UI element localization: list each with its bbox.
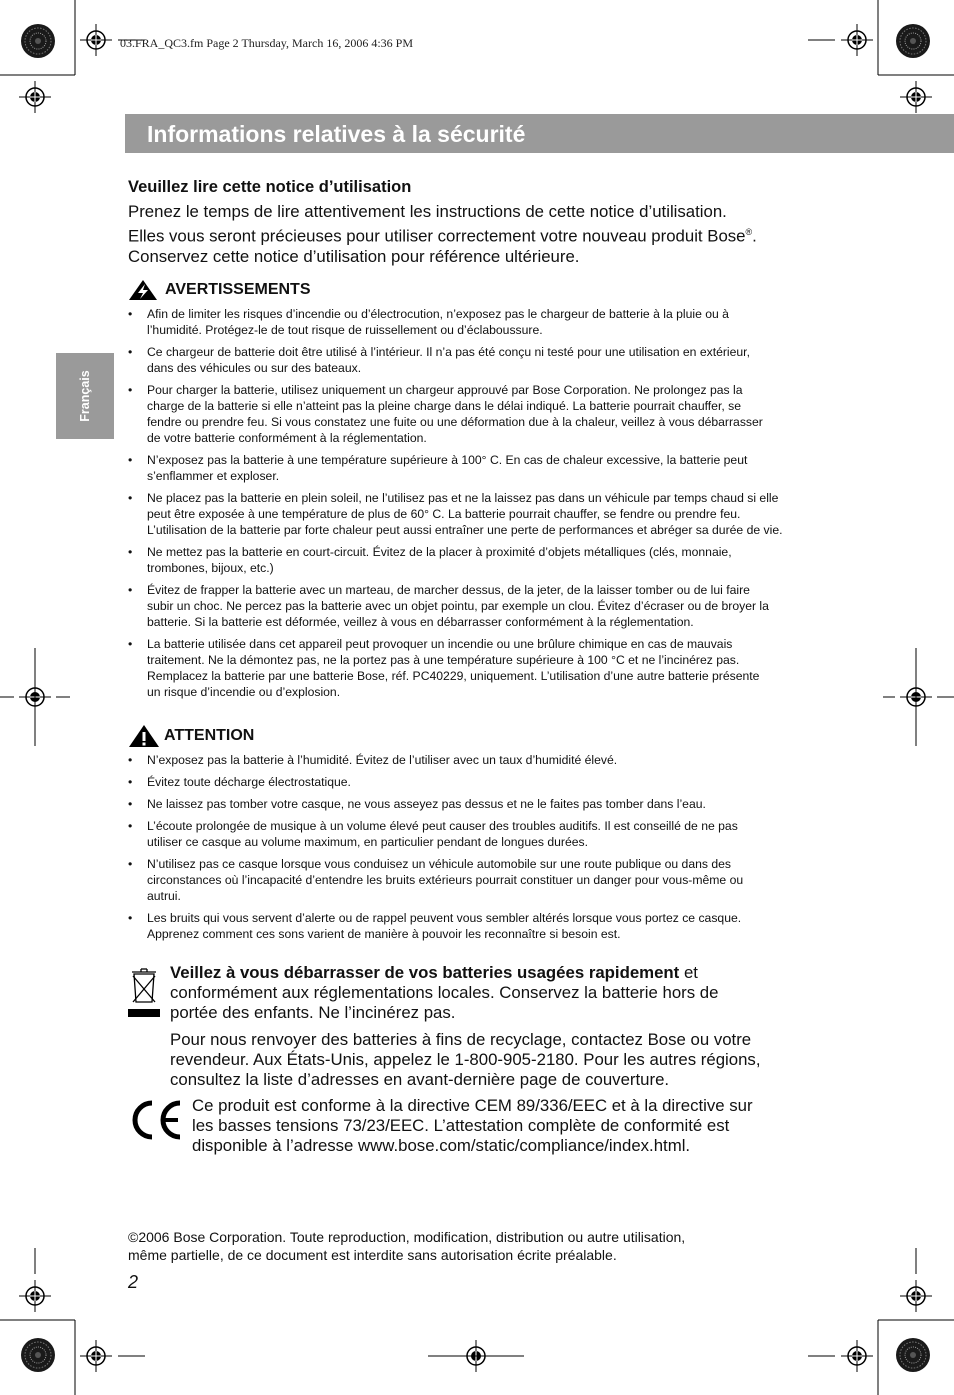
list-item-line: autrui. (147, 889, 181, 903)
list-item-line: • N’exposez pas la batterie à l’humidité. Évitez de l’utiliser avec un taux d’humidité élevé. (147, 753, 618, 767)
list-item-line: de votre batterie conformément à la réglementation. (147, 431, 427, 445)
list-item-line: • N’utilisez pas ce casque lorsque vous conduisez un véhicule automobile sur une route publique ou dans des (147, 857, 732, 871)
list-item (128, 752, 828, 768)
recycle-line: revendeur. Aux États-Unis, appelez le 1-800-905-2180. Pour les autres régions, (170, 1050, 761, 1069)
copyright-line: ©2006 Bose Corporation. Toute reproduction, modification, distribution ou autre utilisation, (128, 1229, 686, 1245)
exclamation-warning-icon (128, 724, 160, 748)
warnings-heading: AVERTISSEMENTS (165, 281, 311, 298)
list-item-line: batterie. Si la batterie est déformée, veillez à vous en débarrasser conformément à la réglementation. (147, 615, 694, 629)
ce-text (192, 1096, 842, 1156)
recycle-line: Pour nous renvoyer des batteries à fins de recyclage, contactez Bose ou votre (170, 1030, 752, 1049)
language-tab-label: Français (78, 370, 92, 422)
ce-line: Ce produit est conforme à la directive CEM 89/336/EEC et à la directive sur (192, 1096, 753, 1115)
list-item-line: • Ne placez pas la batterie en plein soleil, ne l’utilisez pas et ne la laissez pas dans un véhicule par temps chaud si elle (147, 491, 779, 505)
list-item-line: fendre ou prendre feu. Si vous constatez une fuite ou une déformation due à la chaleur, veillez à vous débarrasser (147, 415, 763, 429)
disposal-line: conformément aux réglementations locales. Conservez la batterie hors de (170, 983, 719, 1002)
list-item-line: • Pour charger la batterie, utilisez uniquement un chargeur approuvé par Bose Corporation. Ne prolongez pas la (147, 383, 743, 397)
recycle-line: consultez la liste d’adresses en avant-dernière page de couverture. (170, 1070, 670, 1089)
list-item (128, 856, 828, 904)
disposal-text (170, 963, 830, 1023)
list-item-line: trombones, bijoux, etc.) (147, 561, 274, 575)
list-item-line: • La batterie utilisée dans cet appareil peut provoquer un incendie ou une brûlure chimique en cas de mauvais (147, 637, 733, 651)
copyright-line: même partielle, de ce document est interdite sans autorisation écrite préalable. (128, 1247, 617, 1263)
list-item-line: • N’exposez pas la batterie à une température supérieure à 100° C. En cas de chaleur excessive, la batterie peut (147, 453, 748, 467)
list-item-line: • Afin de limiter les risques d’incendie ou d’électrocution, n’exposez pas le chargeur de batterie à la pluie ou à (147, 307, 729, 321)
disposal-line: portée des enfants. Ne l’incinérez pas. (170, 1003, 456, 1022)
attention-heading: ATTENTION (164, 727, 255, 744)
attention-list (128, 752, 828, 942)
list-item (128, 306, 828, 338)
title-bar (125, 114, 954, 153)
intro-line: Prenez le temps de lire attentivement les instructions de cette notice d’utilisation. (128, 202, 727, 221)
list-item (128, 636, 828, 700)
list-item (128, 582, 828, 630)
list-item-line: charge de la batterie si elle n’atteint pas la pleine charge dans le délai indiqué. La batterie pourrait chauffer, se (147, 399, 741, 413)
registered-mark: ® (745, 227, 753, 237)
intro-text (128, 202, 828, 267)
list-item-line: • L’écoute prolongée de musique à un volume élevé peut causer des troubles auditifs. Il est conseillé de ne pas (147, 819, 738, 833)
page-number: 2 (128, 1272, 139, 1292)
list-item (128, 544, 828, 576)
ce-line: disponible à l’adresse www.bose.com/static/compliance/index.html. (192, 1136, 691, 1155)
list-item (128, 490, 828, 538)
recycle-text (170, 1030, 830, 1090)
copyright (128, 1228, 828, 1264)
list-item-line: • Évitez toute décharge électrostatique. (147, 775, 351, 789)
list-item (128, 796, 828, 812)
crossed-bin-icon (128, 966, 162, 1020)
list-item (128, 774, 828, 790)
warnings-list (128, 306, 828, 700)
list-item-line: s’enflammer et exploser. (147, 469, 280, 483)
list-item (128, 344, 828, 376)
disposal-line: Veillez à vous débarrasser de vos batteries usagées rapidement et (170, 963, 698, 982)
list-item-line: peut être exposée à une température de plus de 60° C. La batterie pourrait chauffer, se fendre ou prendre feu. (147, 507, 741, 521)
list-item-line: L’utilisation de la batterie par forte chaleur peut aussi entraîner une perte de performances et abréger sa durée de vie. (147, 523, 783, 537)
list-item (128, 818, 828, 850)
list-item-line: • Ne mettez pas la batterie en court-circuit. Évitez de la placer à proximité d’objets métalliques (clés, monnaie, (147, 545, 732, 559)
list-item (128, 452, 828, 484)
list-item (128, 910, 828, 942)
list-item-line: dans des véhicules ou sur des bateaux. (147, 361, 362, 375)
ce-mark-icon (128, 1098, 184, 1142)
file-header-line: 03.FRA_QC3.fm Page 2 Thursday, March 16, 2006 4:36 PM (120, 36, 413, 50)
lightning-warning-icon (128, 279, 158, 301)
list-item (128, 382, 828, 446)
list-item-line: • Ce chargeur de batterie doit être utilisé à l’intérieur. Il n’a pas été conçu ni testé pour une utilisation en extérieur, (147, 345, 750, 359)
list-item-line: Apprenez comment ces sons varient de manière à pouvoir les reconnaître si besoin est. (147, 927, 621, 941)
list-item-line: • Ne laissez pas tomber votre casque, ne vous asseyez pas dessus et ne le faites pas tomber dans l’eau. (147, 797, 706, 811)
list-item-line: utiliser ce casque au volume maximum, en particulier pendant de longues durées. (147, 835, 589, 849)
list-item-line: • Évitez de frapper la batterie avec un marteau, de marcher dessus, de la jeter, de la laisser tomber ou de lui faire (147, 583, 750, 597)
ce-line: les basses tensions 73/23/EEC. L’attestation complète de conformité est (192, 1116, 730, 1135)
list-item-line: • Les bruits qui vous servent d’alerte ou de rappel peuvent vous sembler altérés lorsque vous portez ce casque. (147, 911, 742, 925)
page-title: Informations relatives à la sécurité (147, 121, 526, 147)
list-item-line: Remplacez la batterie par une batterie Bose, réf. PC40229, uniquement. L’utilisation d’une autre batterie présente (147, 669, 760, 683)
intro-line: Conservez cette notice d’utilisation pour référence ultérieure. (128, 246, 580, 266)
intro-heading: Veuillez lire cette notice d’utilisation (128, 178, 412, 196)
intro-line: Elles vous seront précieuses pour utiliser correctement votre nouveau produit Bose®. (128, 226, 757, 246)
list-item-line: circonstances où l’incapacité d’entendre les bruits extérieurs pourrait constituer un danger pour vous-même ou (147, 873, 744, 887)
disposal-bold: Veillez à vous débarrasser de vos batteries usagées rapidement (170, 963, 680, 982)
list-item-line: un risque d’incendie ou d’explosion. (147, 685, 341, 699)
list-item-line: subir un choc. Ne percez pas la batterie avec un objet pointu, par exemple un clou. Évitez d’écraser ou de broyer la (147, 599, 769, 613)
list-item-line: l’humidité. Protégez-le de tout risque de ruissellement ou d’éclaboussure. (147, 323, 543, 337)
language-tab (56, 353, 114, 439)
list-item-line: traitement. Ne la démontez pas, ne la portez pas à une température supérieure à 100 °C et ne l’incinérez pas. (147, 653, 740, 667)
